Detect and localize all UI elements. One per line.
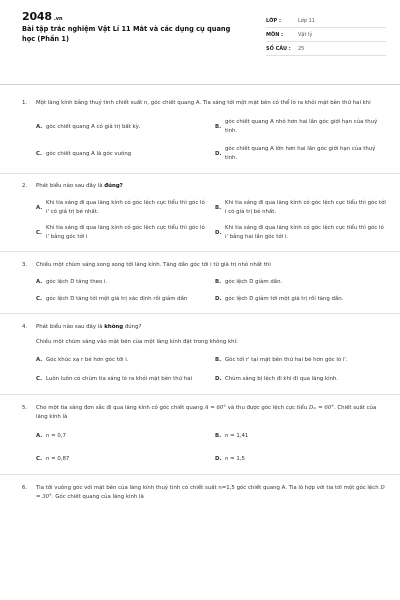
question-number: 1. (22, 100, 28, 106)
question-separator (0, 474, 400, 475)
header-divider (0, 84, 400, 85)
question-number: 5. (22, 405, 28, 411)
question-2 (22, 182, 386, 242)
question-separator (0, 173, 400, 174)
class-value: Lớp 11 (298, 17, 315, 24)
question-number: 3. (22, 262, 28, 268)
question-number: 2. (22, 183, 28, 189)
option-b[interactable]: B. góc lệch D giảm dần. (215, 279, 283, 285)
option-a[interactable]: A. Góc khúc xạ r bé hơn góc tới i. (36, 357, 129, 363)
option-c[interactable]: C. n = 0,87 (36, 456, 70, 462)
document-title: Bài tập trắc nghiệm Vật Lí 11 Mắt và các dụng cụ quang học (Phần 1) (22, 25, 231, 43)
question-3 (22, 261, 386, 304)
question-text: Phát biểu nào sau đây là không đúng? (36, 324, 142, 330)
count-label: SỐ CÂU : (266, 45, 291, 52)
count-value: 25 (298, 45, 305, 52)
options (36, 118, 386, 163)
meta-row-count (266, 42, 386, 56)
brand-block (22, 10, 232, 70)
option-b[interactable]: B. Góc tới r' tại mặt bên thứ hai bé hơn góc ló i'. (215, 357, 348, 363)
question-5 (22, 404, 386, 464)
logo-number: 2048 (22, 10, 52, 23)
question-number: 4. (22, 324, 28, 330)
question-text: Một lăng kính bằng thuỷ tinh chiết suất n, góc chiết quang A. Tia sáng tới một mặt bên có thể ló ra khỏi mặt bên thứ hai khi (36, 100, 371, 106)
emphasis-text: không (104, 324, 124, 330)
option-a[interactable]: A. góc lệch D tăng theo i. (36, 279, 108, 285)
logo[interactable] (22, 10, 232, 23)
question-6 (22, 484, 386, 502)
math-expression: Dₘ = 60° (308, 405, 334, 411)
option-c[interactable]: C. góc chiết quang A là góc vuông (36, 150, 132, 157)
header (22, 10, 386, 70)
meta-row-class (266, 14, 386, 28)
options (36, 432, 386, 464)
option-b[interactable]: B. Khi tia sáng đi qua lăng kính có góc lệch cực tiểu thì góc tới i có giá trị bé nhất. (215, 200, 386, 215)
question-4 (22, 323, 386, 384)
options (36, 278, 386, 304)
question-number: 6. (22, 485, 28, 491)
option-d[interactable]: D. góc lệch D giảm tới một giá trị rồi tăng dần. (215, 296, 344, 302)
options (36, 356, 386, 384)
question-separator (0, 313, 400, 314)
question-text: Chiếu một chùm sáng song song tới lăng kính. Tăng dần góc tới i từ giá trị nhỏ nhất thì (36, 262, 271, 268)
math-expression: A = 60° (204, 405, 227, 411)
question-1 (22, 99, 386, 163)
option-d[interactable]: D. Khi tia sáng đi qua lăng kính có góc lệch cực tiểu thì góc ló i' bằng hai lần góc tới i. (215, 225, 384, 240)
option-c[interactable]: C. Luôn luôn có chùm tia sáng ló ra khỏi mặt bên thứ hai (36, 376, 193, 382)
math-expression: D = 30° (36, 485, 385, 500)
option-c[interactable]: C. góc lệch D tăng tới một giá trị xác định rồi giảm dần (36, 296, 188, 302)
logo-suffix: .vn (53, 16, 63, 22)
option-a[interactable]: A. góc chiết quang A có giá trị bất kỳ. (36, 123, 141, 130)
option-b[interactable]: B. n = 1,41 (215, 433, 249, 439)
options (36, 199, 386, 242)
question-subtext: Chiếu một chùm sáng vào mặt bên của một lăng kính đặt trong không khí: (36, 339, 238, 345)
class-label: LỚP : (266, 17, 281, 24)
question-text: Phát biểu nào sau đây là đúng? (36, 183, 123, 189)
question-text: Tia tới vuông góc với mặt bên của lăng kính thuỷ tinh có chiết suất n=1,5 góc chiết quang A. Tia ló hợp với tia tới một góc lệch D = 30°. Góc chiết quang của lăng kính là (36, 485, 385, 500)
subject-value: Vật lý (298, 31, 313, 38)
option-c[interactable]: C. Khi tia sáng đi qua lăng kính có góc lệch cực tiểu thì góc ló i' bằng góc tới i (36, 225, 205, 240)
subject-label: MÔN : (266, 31, 284, 38)
meta-row-subject (266, 28, 386, 42)
question-separator (0, 394, 400, 395)
question-separator (0, 251, 400, 252)
option-a[interactable]: A. n = 0,7 (36, 433, 66, 439)
option-a[interactable]: A. Khi tia sáng đi qua lăng kính có góc lệch cực tiểu thì góc ló i' có giá trị bé nhất. (36, 200, 205, 215)
option-d[interactable]: D. n = 1,5 (215, 456, 245, 462)
emphasis-text: đúng? (104, 183, 123, 189)
option-b[interactable]: B. góc chiết quang A nhỏ hơn hai lần góc giới hạn của thuỷ tinh. (215, 119, 378, 134)
question-text: Cho một tia sáng đơn sắc đi qua lăng kính có góc chiết quang A = 60° và thu được góc lệch cực tiểu Dₘ = 60°. Chiết suất của lăng kính là (36, 405, 377, 420)
meta-table (266, 14, 386, 70)
option-d[interactable]: D. Chùm sáng bị lệch đi khi đi qua lăng kính. (215, 376, 339, 382)
option-d[interactable]: D. góc chiết quang A lớn hơn hai lần góc giới hạn của thuỷ tinh. (215, 146, 376, 161)
